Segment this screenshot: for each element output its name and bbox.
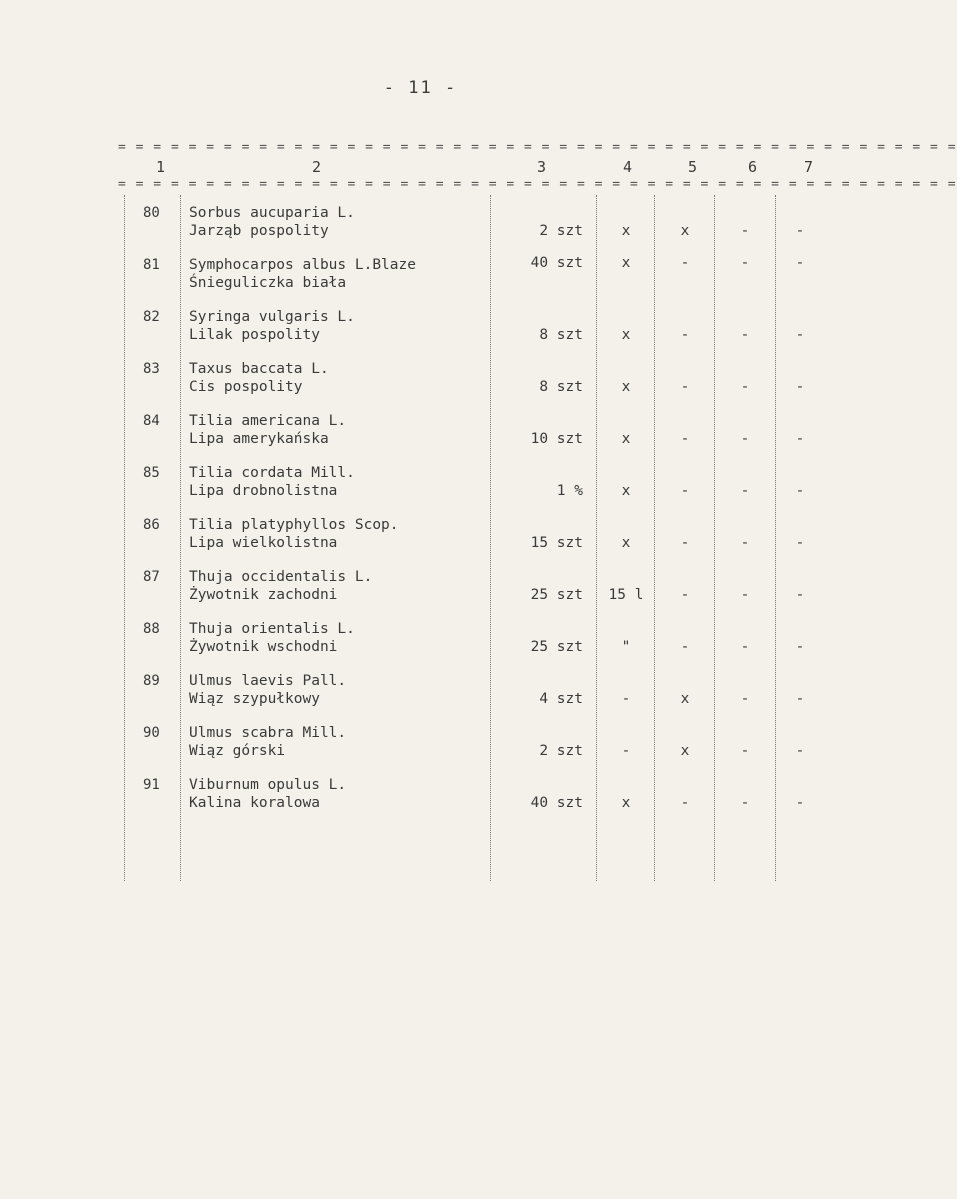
col5-value: -: [680, 587, 690, 603]
table-row: [0, 613, 841, 665]
table-row: [0, 665, 841, 717]
col4-value: x: [621, 535, 631, 551]
header-col-3: 3: [537, 158, 547, 176]
polish-name: Lipa drobnolistna: [189, 483, 338, 499]
polish-name: Wiąz górski: [189, 743, 286, 759]
row-number: 91: [143, 777, 160, 793]
col7-value: -: [795, 743, 805, 759]
polish-name: Lipa wielkolistna: [189, 535, 338, 551]
header-col-4: 4: [623, 158, 633, 176]
quantity: 2 szt: [539, 743, 583, 759]
col5-value: -: [680, 255, 690, 271]
col7-value: -: [795, 795, 805, 811]
quantity: 40 szt: [530, 795, 583, 811]
col6-value: -: [740, 223, 750, 239]
latin-name: Tilia americana L.: [189, 413, 347, 429]
col7-value: -: [795, 639, 805, 655]
col5-value: -: [680, 535, 690, 551]
col5-value: x: [680, 743, 690, 759]
col5-value: -: [680, 483, 690, 499]
polish-name: Żywotnik zachodni: [189, 587, 338, 603]
col4-value: x: [621, 255, 631, 271]
quantity: 25 szt: [530, 587, 583, 603]
col5-value: x: [680, 223, 690, 239]
row-number: 80: [143, 205, 160, 221]
col6-value: -: [740, 327, 750, 343]
quantity: 8 szt: [539, 327, 583, 343]
col5-value: -: [680, 639, 690, 655]
col7-value: -: [795, 587, 805, 603]
latin-name: Ulmus scabra Mill.: [189, 725, 347, 741]
row-number: 81: [143, 257, 160, 273]
col7-value: -: [795, 431, 805, 447]
col6-value: -: [740, 483, 750, 499]
row-number: 89: [143, 673, 160, 689]
latin-name: Sorbus aucuparia L.: [189, 205, 355, 221]
polish-name: Lipa amerykańska: [189, 431, 329, 447]
table-row: [0, 405, 841, 457]
table-row: [0, 509, 841, 561]
table-row: [0, 301, 841, 353]
col4-value: x: [621, 431, 631, 447]
latin-name: Tilia platyphyllos Scop.: [189, 517, 399, 533]
table-row: [0, 249, 841, 301]
header-col-5: 5: [688, 158, 698, 176]
row-number: 90: [143, 725, 160, 741]
latin-name: Thuja orientalis L.: [189, 621, 355, 637]
latin-name: Viburnum opulus L.: [189, 777, 347, 793]
col6-value: -: [740, 691, 750, 707]
col4-value: -: [621, 691, 631, 707]
col5-value: x: [680, 691, 690, 707]
latin-name: Ulmus laevis Pall.: [189, 673, 347, 689]
col7-value: -: [795, 483, 805, 499]
col6-value: -: [740, 535, 750, 551]
col6-value: -: [740, 379, 750, 395]
col6-value: -: [740, 587, 750, 603]
col5-value: -: [680, 327, 690, 343]
polish-name: Kalina koralowa: [189, 795, 320, 811]
col4-value: -: [621, 743, 631, 759]
col7-value: -: [795, 691, 805, 707]
row-number: 88: [143, 621, 160, 637]
latin-name: Taxus baccata L.: [189, 361, 329, 377]
table-row: [0, 769, 841, 821]
polish-name: Cis pospolity: [189, 379, 303, 395]
header-col-2: 2: [312, 158, 322, 176]
col7-value: -: [795, 535, 805, 551]
quantity: 8 szt: [539, 379, 583, 395]
col7-value: -: [795, 255, 805, 271]
latin-name: Symphocarpos albus L.Blaze: [189, 257, 416, 273]
header-col-1: 1: [156, 158, 166, 176]
table-row: [0, 457, 841, 509]
polish-name: Jarząb pospolity: [189, 223, 329, 239]
table-row: [0, 197, 841, 249]
header-col-7: 7: [804, 158, 814, 176]
page-number: - 11 -: [383, 78, 458, 98]
row-number: 83: [143, 361, 160, 377]
quantity: 25 szt: [530, 639, 583, 655]
col6-value: -: [740, 795, 750, 811]
latin-name: Tilia cordata Mill.: [189, 465, 355, 481]
row-number: 86: [143, 517, 160, 533]
col4-value: ": [621, 639, 631, 655]
col4-value: x: [621, 223, 631, 239]
col7-value: -: [795, 223, 805, 239]
polish-name: Śnieguliczka biała: [189, 275, 347, 291]
latin-name: Thuja occidentalis L.: [189, 569, 373, 585]
header-col-6: 6: [748, 158, 758, 176]
col4-value: x: [621, 379, 631, 395]
col4-value: x: [621, 795, 631, 811]
row-number: 85: [143, 465, 160, 481]
quantity: 15 szt: [530, 535, 583, 551]
col6-value: -: [740, 743, 750, 759]
row-number: 87: [143, 569, 160, 585]
table-row: [0, 353, 841, 405]
col4-value: x: [621, 483, 631, 499]
quantity: 1 %: [556, 483, 583, 499]
polish-name: Wiąz szypułkowy: [189, 691, 320, 707]
col4-value: 15 l: [608, 587, 644, 603]
row-number: 84: [143, 413, 160, 429]
quantity: 4 szt: [539, 691, 583, 707]
col6-value: -: [740, 431, 750, 447]
col4-value: x: [621, 327, 631, 343]
col6-value: -: [740, 255, 750, 271]
col7-value: -: [795, 379, 805, 395]
latin-name: Syringa vulgaris L.: [189, 309, 355, 325]
col7-value: -: [795, 327, 805, 343]
col5-value: -: [680, 431, 690, 447]
quantity: 2 szt: [539, 223, 583, 239]
table-row: [0, 717, 841, 769]
header-rule-top: = = = = = = = = = = = = = = = = = = = = = = = = = = = = = = = = = = = = = = = = = = = = = = = =: [118, 140, 957, 155]
table-row: [0, 561, 841, 613]
col6-value: -: [740, 639, 750, 655]
polish-name: Lilak pospolity: [189, 327, 320, 343]
quantity: 40 szt: [530, 255, 583, 271]
col5-value: -: [680, 379, 690, 395]
header-rule-bottom: = = = = = = = = = = = = = = = = = = = = = = = = = = = = = = = = = = = = = = = = = = = = = = = =: [118, 177, 957, 192]
polish-name: Żywotnik wschodni: [189, 639, 338, 655]
quantity: 10 szt: [530, 431, 583, 447]
col5-value: -: [680, 795, 690, 811]
row-number: 82: [143, 309, 160, 325]
